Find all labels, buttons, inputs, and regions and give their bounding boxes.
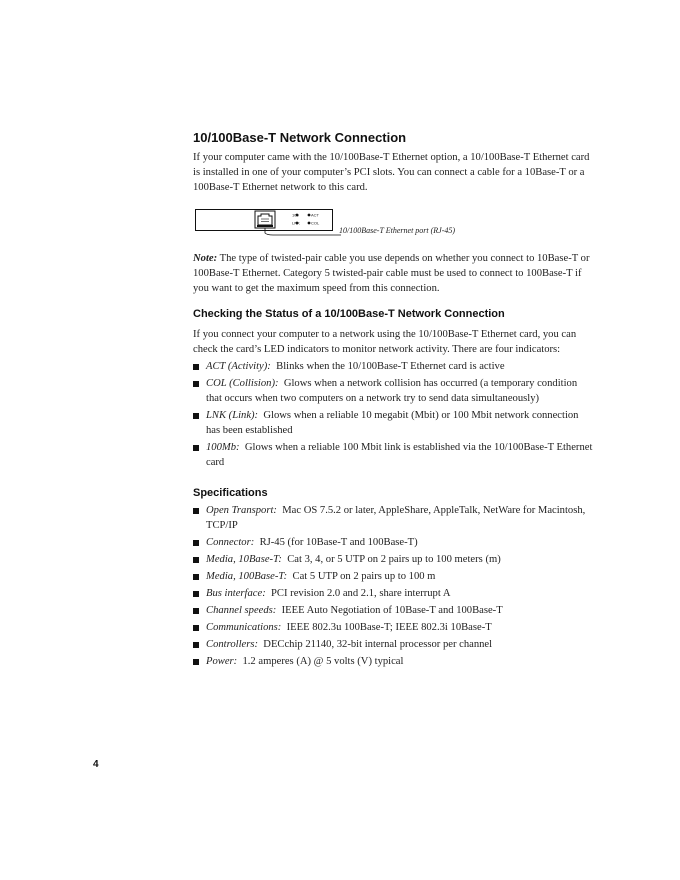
specifications-heading: Specifications <box>193 487 268 499</box>
led-label-col: COL <box>311 220 320 226</box>
note-paragraph <box>193 251 593 296</box>
list-item: Media, 10Base-T: Cat 3, 4, or 5 UTP on 2 pairs up to 100 meters (m) <box>193 552 593 567</box>
list-item: Channel speeds: IEEE Auto Negotiation of 10Base-T and 100Base-T <box>193 603 593 618</box>
list-item: Controllers: DECchip 21140, 32-bit internal processor per channel <box>193 637 593 652</box>
list-item: Media, 100Base-T: Cat 5 UTP on 2 pairs up to 100 m <box>193 569 593 584</box>
specifications-list <box>193 503 593 669</box>
ethernet-port-figure <box>195 208 345 238</box>
list-item: ACT (Activity): Blinks when the 10/100Base-T Ethernet card is active <box>193 359 593 374</box>
page-number: 4 <box>93 759 99 770</box>
indicator-list <box>193 359 593 470</box>
led-col-icon <box>308 222 311 225</box>
list-item: LNK (Link): Glows when a reliable 10 megabit (Mbit) or 100 Mbit network connection has been established <box>193 408 593 438</box>
intro-paragraph: If your computer came with the 10/100Base-T Ethernet option, a 10/100Base-T Ethernet card is installed in one of your computer’s PCI slots. You can connect a cable for a 10Base-T or a 100Base-T Ethernet network to this card. <box>193 152 590 193</box>
note-text: The type of twisted-pair cable you use depends on whether you connect to 10Base-T or 100Base-T Ethernet. Category 5 twisted-pair cable must be used to connect to 100Base-T if you want to get the maximum speed from this connection. <box>193 253 590 294</box>
led-act-icon <box>308 214 311 217</box>
list-item: Connector: RJ-45 (for 10Base-T and 100Base-T) <box>193 535 593 550</box>
status-intro: If you connect your computer to a network using the 10/100Base-T Ethernet card, you can check the card’s LED indicators to monitor network activity. There are four indicators: <box>193 329 577 355</box>
note-label: Note: <box>193 253 218 264</box>
figure-caption: 10/100Base-T Ethernet port (RJ-45) <box>339 226 456 235</box>
led-label-100: 100 <box>292 212 299 218</box>
led-label-act: ACT <box>311 212 319 218</box>
list-item: Power: 1.2 amperes (A) @ 5 volts (V) typical <box>193 654 593 669</box>
list-item: Open Transport: Mac OS 7.5.2 or later, AppleShare, AppleTalk, NetWare for Macintosh, TCP/IP <box>193 503 593 533</box>
status-heading: Checking the Status of a 10/100Base-T Network Connection <box>193 308 505 320</box>
list-item: 100Mb: Glows when a reliable 100 Mbit link is established via the 10/100Base-T Ethernet card <box>193 440 593 470</box>
section-title: 10/100Base-T Network Connection <box>193 130 407 145</box>
list-item: Communications: IEEE 802.3u 100Base-T; IEEE 802.3i 10Base-T <box>193 620 593 635</box>
led-label-lnk: LNK <box>292 220 300 226</box>
list-item: Bus interface: PCI revision 2.0 and 2.1, share interrupt A <box>193 586 593 601</box>
list-item: COL (Collision): Glows when a network collision has occurred (a temporary condition that occurs when two computers on a network try to send data simultaneously) <box>193 376 593 406</box>
